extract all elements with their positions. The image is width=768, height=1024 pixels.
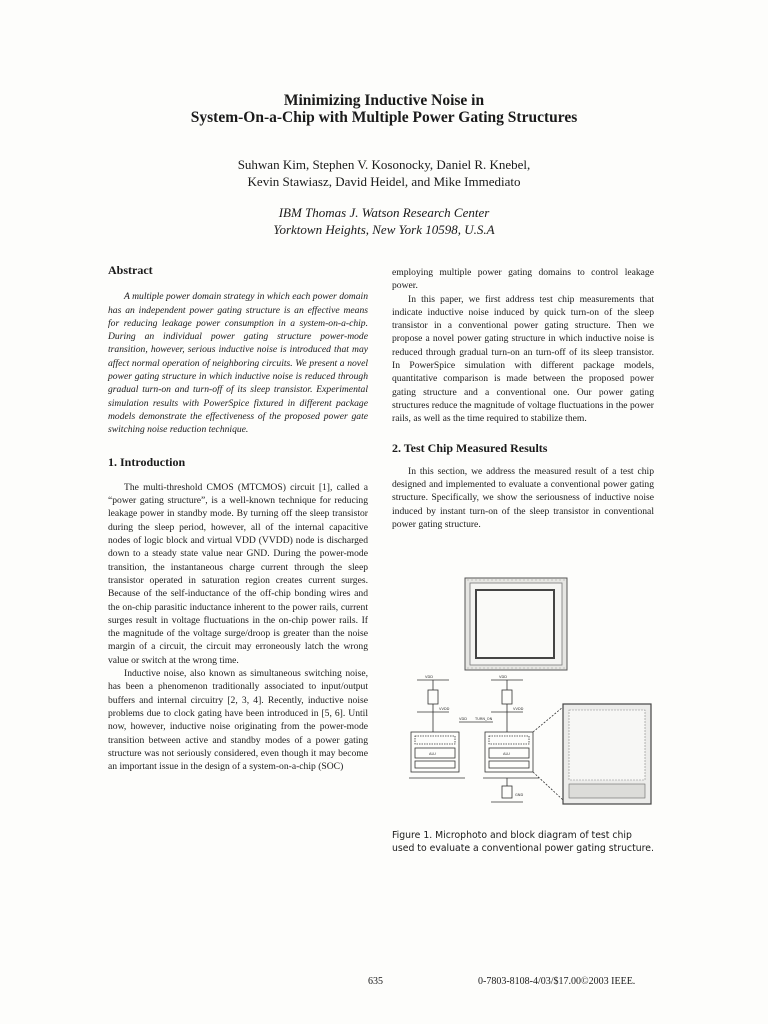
affiliation-line-1: IBM Thomas J. Watson Research Center [278, 205, 490, 220]
block-diagram [409, 680, 563, 802]
author-list [0, 156, 768, 190]
right-paragraph-continued: employing multiple power gating domains to control leakage power. [392, 267, 654, 292]
title-line-1: Minimizing Inductive Noise in [283, 92, 485, 109]
introduction-heading: 1. Introduction [108, 454, 186, 469]
authors-line-1: Suhwan Kim, Stephen V. Kosonocky, Daniel R. Knebel, [237, 157, 531, 172]
label-alu-left: ALU [429, 752, 436, 756]
label-gnd: GND [515, 793, 524, 797]
section-2-paragraph: In this section, we address the measured result of a test chip designed and implemented to evaluate a conventional power gating structure. Specifically, we show the seriousness of inductive noise induced by instant turn-on of the sleep transistor in conventional power gating structure. [392, 465, 654, 531]
paper-title [0, 92, 768, 126]
right-paragraph-1: In this paper, we first address test chip measurements that indicate inductive noise induced by quick turn-on of the sleep transistor in a conventional power gating structure. Then we propose a novel power gating structure in which inductive noise is reduced through gradual turn-on an turn-off of its sleep transistor. In PowerSpice simulation with different package models, quantitative comparison is made between the proposed power gating structure and a conventional one. Our power gating structures reduce the magnitude of voltage fluctuations in the power rails, as well as the time required to stabilize them. [392, 293, 654, 425]
label-turn-on: TURN_ON [475, 717, 493, 721]
authors-line-2: Kevin Stawiasz, David Heidel, and Mike Immediato [247, 174, 521, 189]
abstract-text: A multiple power domain strategy in which each power domain has an independent power gating structure is an effective means for reducing leakage power consumption in a system-on-a-chip. During an individual power gating structure power-mode transition, however, serious inductive noise is introduced that may affect normal operation of neighboring circuits. We present a novel power gating structure in which inductive noise is reduced through gradual turn-on and turn-off of its sleep transistor. Experimental simulation results with PowerSpice fixtured in different package models demonstrate the effectiveness of the proposed power gate switching noise reduction technique. [108, 291, 368, 436]
intro-paragraph-1: The multi-threshold CMOS (MTCMOS) circuit [1], called a “power gating structure”, is a well-known technique for reducing leakage power in standby mode. By turning off the sleep transistor during the sleep period, however, all of the internal capacitive nodes of logic block and virtual VDD (VVDD) node is discharged down to a steady state value near GND. During the power-mode transition, the instantaneous charge current through the sleep transistor operated in saturation region creates current surges. Because of the self-inductance of the off-chip bonding wires and the on-chip parasitic inductance inherent to the power rails, current surges result in voltage fluctuations in the on-chip power rails. If the magnitude of the voltage surge/droop is greater than the noise margin of a circuit, the circuit may erroneously latch the wrong value or switch at the wrong time. [108, 481, 368, 666]
copyright-notice: 0-7803-8108-4/03/$17.00©2003 IEEE. [478, 976, 636, 987]
zoom-microphoto [563, 704, 651, 804]
affiliation [0, 204, 768, 238]
affiliation-line-2: Yorktown Heights, New York 10598, U.S.A [273, 222, 495, 237]
label-vvdd-right: VVDD [513, 707, 524, 711]
label-vdd-right: VDD [499, 675, 507, 679]
label-alu-right: ALU [503, 752, 510, 756]
label-vvdd-left: VVDD [439, 707, 450, 711]
right-column [392, 266, 654, 531]
title-line-2: System-On-a-Chip with Multiple Power Gating Structures [190, 109, 578, 126]
page-number: 635 [368, 976, 383, 987]
left-column [108, 264, 368, 773]
intro-paragraph-2: Inductive noise, also known as simultaneous switching noise, has been a phenomenon traditionally associated to input/output buffers and internal circuitry [2, 3, 4]. Recently, inductive noise problems due to clock gating have been introduced in [5, 6]. Until now, however, inductive noise originating from the power-mode transition between active and standby modes of a power gating structure was not seriously considered, even though it may become an important issue in the design of a system-on-a-chip (SOC) [108, 668, 368, 773]
section-2-heading: 2. Test Chip Measured Results [392, 440, 548, 455]
label-vdd-mid: VDD [459, 717, 467, 721]
label-vdd-left: VDD [425, 675, 433, 679]
chip-microphoto [465, 578, 567, 670]
abstract-heading: Abstract [108, 263, 153, 277]
figure-1-caption: Figure 1. Microphoto and block diagram of test chip used to evaluate a conventional power gating structure. [392, 830, 654, 854]
figure-1-image [405, 572, 655, 808]
